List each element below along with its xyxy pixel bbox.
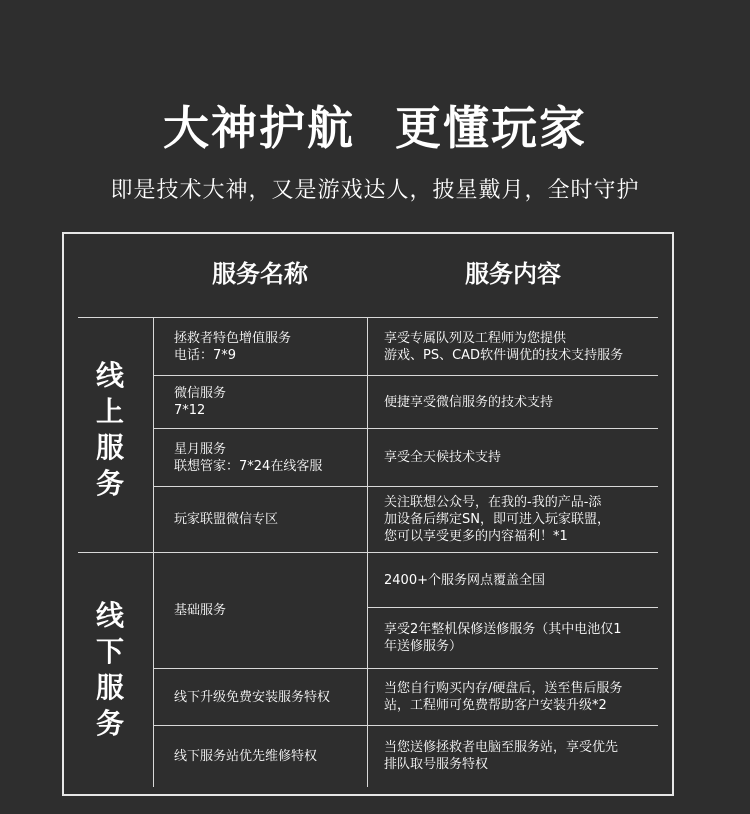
title-part-2: 更懂玩家 [395,101,587,155]
table-row-name: 基础服务 [174,603,227,618]
table-row-content: 享受全天候技术支持 [384,450,502,465]
title-part-1: 大神护航 [163,101,355,155]
header-service-name: 服务名称 [212,260,308,288]
page-subtitle: 即是技术大神，又是游戏达人，披星戴月，全时守护 [110,178,640,203]
table-row-content: 享受2年整机保修送修服务（其中电池仅1 年送修服务） [384,622,622,654]
table-row-name: 拯救者特色增值服务 电话：7*9 [174,330,292,363]
category-offline: 线 下 服 务 [95,599,124,740]
table-row-content: 关注联想公众号，在我的-我的产品-添 加设备后绑定SN，即可进入玩家联盟， 您可以享受更多的内容福利！*1 [384,495,610,544]
table-row-name: 微信服务 7*12 [174,386,227,418]
table-row-name: 星月服务 联想管家：7*24在线客服 [174,441,323,474]
divider-column [367,317,368,787]
page-title [0,98,750,158]
table-row-content: 便捷享受微信服务的技术支持 [384,394,554,410]
table-row-name: 线下服务站优先维修特权 [174,748,318,764]
table-row-content: 当您自行购买内存/硬盘后，送至售后服务 站，工程师可免费帮助客户安装升级*2 [384,681,623,713]
table-row-name: 玩家联盟微信专区 [174,512,279,527]
header-service-content: 服务内容 [465,260,561,288]
table-row-content: 2400+个服务网点覆盖全国 [384,572,545,588]
category-online: 线 上 服 务 [95,359,124,500]
divider-column [153,317,154,787]
table-row-content: 享受专属队列及工程师为您提供 游戏、PS、CAD软件调优的技术支持服务 [384,330,624,363]
table-row-content: 当您送修拯救者电脑至服务站，享受优先 排队取号服务特权 [384,740,619,772]
table-row-name: 线下升级免费安装服务特权 [174,689,331,705]
